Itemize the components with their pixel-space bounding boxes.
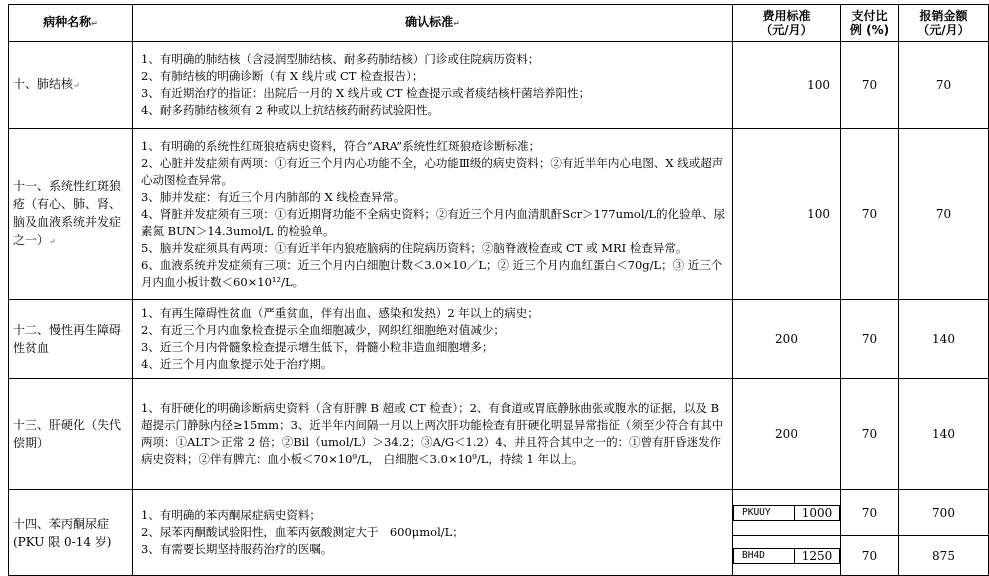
disease-name-cell: 十三、肝硬化（失代偿期） (9, 379, 133, 490)
criteria-cell: 1、有明确的系统性红斑狼疮病史资料，符合“ARA”系统性红斑狼疮诊断标准； 2、心脏并发症须有两项：①有近三个月内心功能不全，心功能Ⅲ级的病史资料；②有近半年内心电图、X 线或超声心动图检查异常。 3、肺并发症：有近三个月内肺部的 X 线检查异常。 4、肾脏并发症须有三项：①有近期肾功能不全病史资料；②有近三个月内血清肌酐Scr＞177umol/L的化验单、尿素氮 BUN＞14.3umol/L 的检验单。 5、脑并发症须具有两项：①有近半年内狼疮脑病的住院病历资料；②脑脊液检查或 CT 或 MRI 检查异常。 6、血液系统并发症须有三项：近三个月内白细胞计数＜3.0×10／L；② 近三个月内血红蛋白＜70g/L；③ 近三个月内血小板计数＜60×10¹²/L。 (133, 129, 733, 300)
disease-name-cell: 十四、苯丙酮尿症(PKU 限 0-14 岁) (9, 490, 133, 576)
header-disease-name: 病种名称↵ (9, 5, 133, 42)
amount-cell: 70 (899, 42, 989, 129)
criteria-cell: 1、有明确的苯丙酮尿症病史资料； 2、尿苯丙酮酸试验阳性，血苯丙氨酸测定大于 600μmol/L； 3、有需要长期坚持服药治疗的医嘱。 (133, 490, 733, 576)
ratio-cell: 70 (841, 536, 899, 576)
table-row (9, 42, 989, 129)
disease-name-cell: 十二、慢性再生障碍性贫血 (9, 300, 133, 379)
amount-cell: 700 (899, 490, 989, 536)
criteria-cell: 1、有再生障碍性贫血（严重贫血，伴有出血、感染和发热）2 年以上的病史； 2、有近三个月内血象检查提示全血细胞减少，网织红细胞绝对值减少； 3、近三个月内骨髓象检查提示增生低下，骨髓小粒非造血细胞增多； 4、近三个月内血象提示处于治疗期。 (133, 300, 733, 379)
fee-cell (733, 490, 841, 536)
table-row (9, 379, 989, 490)
disease-name-cell: 十、肺结核↵ (9, 42, 133, 129)
table-row (9, 300, 989, 379)
header-payment-ratio: 支付比 例 (%) (841, 5, 899, 42)
table-row (9, 490, 989, 536)
drug-label: PKUUY (734, 505, 795, 520)
ratio-cell: 70 (841, 379, 899, 490)
criteria-cell: 1、有明确的肺结核（含浸润型肺结核、耐多药肺结核）门诊或住院病历资料； 2、有肺结核的明确诊断（有 X 线片或 CT 检查报告）； 3、有近期治疗的指证：出院后一月的 X 线片或 CT 检查提示或者痰结核杆菌培养阳性； 4、耐多药肺结核须有 2 种或以上抗结核药耐药试验阳性。 (133, 42, 733, 129)
fee-cell (733, 536, 841, 576)
table-header-row (9, 5, 989, 42)
header-fee-standard: 费用标准 （元/月） (733, 5, 841, 42)
amount-cell: 140 (899, 379, 989, 490)
disease-name-cell: 十一、系统性红斑狼疮（有心、肺、肾、脑及血液系统并发症之一）↵ (9, 129, 133, 300)
amount-cell: 140 (899, 300, 989, 379)
ratio-cell: 70 (841, 129, 899, 300)
criteria-cell: 1、有肝硬化的明确诊断病史资料（含有肝脾 B 超或 CT 检查）；2、有食道或胃底静脉曲张或腹水的证据，以及 B 超提示门静脉内径≥15mm；3、近半年内间隔一月以上两次肝功能检查有肝硬化明显异常指征（须至少符合有其中两项：①ALT＞正常 2 倍；②Bil（umol/L）＞34.2；③A/G＜1.2）4、并且符合其中之一的：①曾有肝昏迷发作病史资料；②伴有脾亢：血小板＜70×10⁹/L， 白细胞＜3.0×10⁹/L，持续 1 年以上。 (133, 379, 733, 490)
fee-cell: 100 (733, 129, 841, 300)
table-row (9, 129, 989, 300)
drug-fee: 1000 (795, 505, 840, 520)
ratio-cell: 70 (841, 42, 899, 129)
fee-cell: 200 (733, 379, 841, 490)
reimbursement-table-page (8, 4, 988, 572)
ratio-cell: 70 (841, 490, 899, 536)
header-criteria: 确认标准↵ (133, 5, 733, 42)
amount-cell: 875 (899, 536, 989, 576)
ratio-cell: 70 (841, 300, 899, 379)
amount-cell: 70 (899, 129, 989, 300)
drug-fee: 1250 (795, 548, 840, 563)
fee-cell: 200 (733, 300, 841, 379)
disease-reimbursement-table (8, 4, 989, 576)
fee-cell: 100 (733, 42, 841, 129)
header-reimbursement-amount: 报销金额 （元/月） (899, 5, 989, 42)
drug-label: BH4D (734, 548, 795, 563)
